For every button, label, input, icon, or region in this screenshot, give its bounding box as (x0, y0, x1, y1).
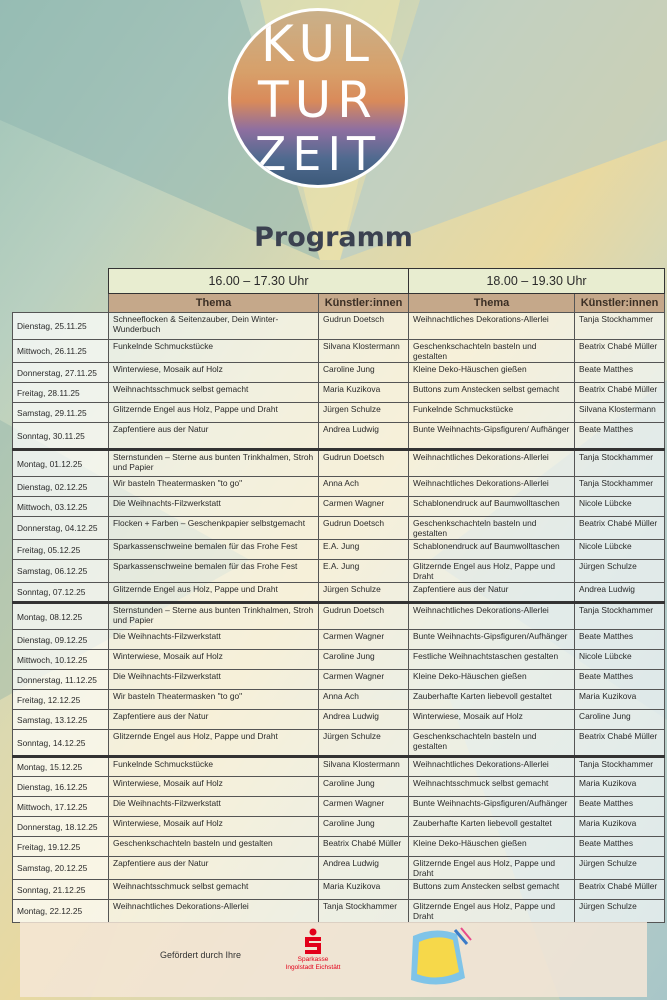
thema-early-cell: Wir basteln Theatermasken "to go" (109, 690, 319, 710)
kuenstler-early-cell: Carmen Wagner (319, 630, 409, 650)
kuenstler-late-cell: Nicole Lübcke (575, 650, 665, 670)
thema-late-cell: Glitzernde Engel aus Holz, Pappe und Draht (409, 857, 575, 880)
day-cell: Freitag, 05.12.25 (13, 540, 109, 560)
thema-early-cell: Geschenkschachteln basteln und gestalten (109, 837, 319, 857)
day-cell: Samstag, 29.11.25 (13, 403, 109, 423)
table-row (13, 900, 665, 923)
thema-late-cell: Kleine Deko-Häuschen gießen (409, 363, 575, 383)
kuenstler-early-cell: Carmen Wagner (319, 670, 409, 690)
kuenstler-early-cell: Silvana Klostermann (319, 757, 409, 777)
thema-late-cell: Zapfentiere aus der Natur (409, 583, 575, 603)
thema-late-cell: Buttons zum Anstecken selbst gemacht (409, 383, 575, 403)
day-cell: Freitag, 28.11.25 (13, 383, 109, 403)
kuenstler-early-cell: Caroline Jung (319, 817, 409, 837)
thema-early-cell: Wir basteln Theatermasken "to go" (109, 477, 319, 497)
day-cell: Dienstag, 25.11.25 (13, 313, 109, 340)
table-row (13, 403, 665, 423)
thema-late-cell: Glitzernde Engel aus Holz, Pappe und Draht (409, 560, 575, 583)
kulturzeit-logo (228, 8, 408, 188)
kuenstler-early-cell: Maria Kuzikova (319, 383, 409, 403)
day-cell: Montag, 01.12.25 (13, 450, 109, 477)
kuenstler-early-cell: E.A. Jung (319, 560, 409, 583)
day-cell: Donnerstag, 18.12.25 (13, 817, 109, 837)
slot-early-header: 16.00 – 17.30 Uhr (109, 269, 409, 294)
thema-early-cell: Zapfentiere aus der Natur (109, 857, 319, 880)
thema-late-cell: Bunte Weihnachts-Gipsfiguren/ Aufhänger (409, 423, 575, 450)
table-row (13, 313, 665, 340)
thema-late-cell: Kleine Deko-Häuschen gießen (409, 670, 575, 690)
logo-line-1: KUL (261, 15, 375, 73)
thema-early-cell: Glitzernde Engel aus Holz, Pappe und Draht (109, 730, 319, 757)
col-kuenstler-early: Künstler:innen (319, 294, 409, 313)
table-row (13, 650, 665, 670)
day-cell: Mittwoch, 26.11.25 (13, 340, 109, 363)
thema-late-cell: Bunte Weihnachts-Gipsfiguren/Aufhänger (409, 630, 575, 650)
kuenstler-an-die-schulen-logo (405, 926, 475, 990)
thema-late-cell: Weihnachtliches Dekorations-Allerlei (409, 450, 575, 477)
table-row (13, 583, 665, 603)
thema-early-cell: Weihnachtsschmuck selbst gemacht (109, 383, 319, 403)
thema-early-cell: Winterwiese, Mosaik auf Holz (109, 363, 319, 383)
kuenstler-late-cell: Caroline Jung (575, 710, 665, 730)
kuenstler-late-cell: Beate Matthes (575, 363, 665, 383)
thema-late-cell: Schablonendruck auf Baumwolltaschen (409, 497, 575, 517)
logo-line-2: TUR (258, 71, 378, 129)
kuenstler-late-cell: Tanja Stockhammer (575, 477, 665, 497)
thema-early-cell: Funkelnde Schmuckstücke (109, 757, 319, 777)
thema-late-cell: Geschenkschachteln basteln und gestalten (409, 730, 575, 757)
program-rows (13, 313, 665, 923)
thema-late-cell: Winterwiese, Mosaik auf Holz (409, 710, 575, 730)
kuenstler-early-cell: Gudrun Doetsch (319, 603, 409, 630)
table-row (13, 517, 665, 540)
kuenstler-late-cell: Beatrix Chabé Müller (575, 517, 665, 540)
day-cell: Donnerstag, 11.12.25 (13, 670, 109, 690)
table-row (13, 857, 665, 880)
kuenstler-early-cell: Jürgen Schulze (319, 730, 409, 757)
kuenstler-late-cell: Beatrix Chabé Müller (575, 340, 665, 363)
kuenstler-late-cell: Maria Kuzikova (575, 817, 665, 837)
day-cell: Montag, 08.12.25 (13, 603, 109, 630)
kuenstler-early-cell: Carmen Wagner (319, 797, 409, 817)
day-cell: Montag, 15.12.25 (13, 757, 109, 777)
program-table (12, 268, 665, 923)
thema-early-cell: Die Weihnachts-Filzwerkstatt (109, 670, 319, 690)
thema-early-cell: Sternstunden – Sterne aus bunten Trinkhalmen, Stroh und Papier (109, 450, 319, 477)
kuenstler-early-cell: Gudrun Doetsch (319, 313, 409, 340)
thema-late-cell: Schablonendruck auf Baumwolltaschen (409, 540, 575, 560)
day-cell: Sonntag, 07.12.25 (13, 583, 109, 603)
table-row (13, 383, 665, 403)
kuenstler-late-cell: Jürgen Schulze (575, 900, 665, 923)
thema-early-cell: Glitzernde Engel aus Holz, Pappe und Draht (109, 403, 319, 423)
program-table-wrap (12, 268, 664, 921)
kuenstler-late-cell: Beate Matthes (575, 630, 665, 650)
thema-early-cell: Sparkassenschweine bemalen für das Frohe Fest (109, 560, 319, 583)
day-cell: Donnerstag, 04.12.25 (13, 517, 109, 540)
day-cell: Sonntag, 14.12.25 (13, 730, 109, 757)
sparkasse-s-icon (302, 928, 324, 956)
day-cell: Freitag, 12.12.25 (13, 690, 109, 710)
table-row (13, 670, 665, 690)
kuenstler-late-cell: Nicole Lübcke (575, 540, 665, 560)
day-cell: Dienstag, 09.12.25 (13, 630, 109, 650)
slot-late-header: 18.00 – 19.30 Uhr (409, 269, 665, 294)
thema-early-cell: Sparkassenschweine bemalen für das Frohe Fest (109, 540, 319, 560)
thema-early-cell: Winterwiese, Mosaik auf Holz (109, 777, 319, 797)
table-row (13, 797, 665, 817)
col-kuenstler-late: Künstler:innen (575, 294, 665, 313)
kuenstler-early-cell: Anna Ach (319, 690, 409, 710)
thema-late-cell: Zauberhafte Karten liebevoll gestaltet (409, 690, 575, 710)
table-row (13, 560, 665, 583)
day-cell: Sonntag, 30.11.25 (13, 423, 109, 450)
thema-late-cell: Zauberhafte Karten liebevoll gestaltet (409, 817, 575, 837)
header-spacer (13, 294, 109, 313)
day-cell: Sonntag, 21.12.25 (13, 880, 109, 900)
kuenstler-late-cell: Tanja Stockhammer (575, 757, 665, 777)
kuenstler-early-cell: Tanja Stockhammer (319, 900, 409, 923)
thema-late-cell: Buttons zum Anstecken selbst gemacht (409, 880, 575, 900)
kuenstler-late-cell: Maria Kuzikova (575, 777, 665, 797)
col-thema-late: Thema (409, 294, 575, 313)
day-cell: Samstag, 20.12.25 (13, 857, 109, 880)
kuenstler-early-cell: Gudrun Doetsch (319, 517, 409, 540)
thema-late-cell: Funkelnde Schmuckstücke (409, 403, 575, 423)
table-row (13, 730, 665, 757)
thema-early-cell: Winterwiese, Mosaik auf Holz (109, 650, 319, 670)
table-row (13, 837, 665, 857)
kuenstler-early-cell: Jürgen Schulze (319, 403, 409, 423)
kuenstler-early-cell: Caroline Jung (319, 363, 409, 383)
kuenstler-early-cell: Andrea Ludwig (319, 423, 409, 450)
thema-early-cell: Zapfentiere aus der Natur (109, 710, 319, 730)
kuenstler-late-cell: Jürgen Schulze (575, 857, 665, 880)
thema-early-cell: Zapfentiere aus der Natur (109, 423, 319, 450)
table-row (13, 690, 665, 710)
table-row (13, 423, 665, 450)
thema-late-cell: Festliche Weihnachtstaschen gestalten (409, 650, 575, 670)
table-row (13, 630, 665, 650)
kuenstler-late-cell: Beatrix Chabé Müller (575, 880, 665, 900)
table-row (13, 497, 665, 517)
header-spacer (13, 269, 109, 294)
day-cell: Donnerstag, 27.11.25 (13, 363, 109, 383)
thema-late-cell: Geschenkschachteln basteln und gestalten (409, 340, 575, 363)
kuenstler-early-cell: Silvana Klostermann (319, 340, 409, 363)
day-cell: Mittwoch, 03.12.25 (13, 497, 109, 517)
sparkasse-logo (278, 928, 348, 972)
sparkasse-region: Ingolstadt Eichstätt (285, 964, 341, 971)
day-cell: Samstag, 13.12.25 (13, 710, 109, 730)
thema-late-cell: Weihnachtliches Dekorations-Allerlei (409, 313, 575, 340)
day-cell: Samstag, 06.12.25 (13, 560, 109, 583)
thema-early-cell: Flocken + Farben – Geschenkpapier selbstgemacht (109, 517, 319, 540)
kuenstler-late-cell: Jürgen Schulze (575, 560, 665, 583)
kuenstler-early-cell: Gudrun Doetsch (319, 450, 409, 477)
page-title: Programm (254, 222, 413, 253)
day-cell: Mittwoch, 17.12.25 (13, 797, 109, 817)
kuenstler-late-cell: Beate Matthes (575, 797, 665, 817)
thema-late-cell: Kleine Deko-Häuschen gießen (409, 837, 575, 857)
kuenstler-late-cell: Tanja Stockhammer (575, 450, 665, 477)
table-row (13, 340, 665, 363)
kuenstler-early-cell: Andrea Ludwig (319, 857, 409, 880)
kuenstler-late-cell: Silvana Klostermann (575, 403, 665, 423)
table-row (13, 757, 665, 777)
day-cell: Dienstag, 02.12.25 (13, 477, 109, 497)
kuenstler-late-cell: Tanja Stockhammer (575, 313, 665, 340)
thema-early-cell: Weihnachtsschmuck selbst gemacht (109, 880, 319, 900)
table-row (13, 540, 665, 560)
thema-early-cell: Schneeflocken & Seitenzauber, Dein Winter-Wunderbuch (109, 313, 319, 340)
kuenstler-late-cell: Beatrix Chabé Müller (575, 730, 665, 757)
kuenstler-late-cell: Beate Matthes (575, 837, 665, 857)
kuenstler-early-cell: Jürgen Schulze (319, 583, 409, 603)
thema-late-cell: Weihnachtliches Dekorations-Allerlei (409, 477, 575, 497)
kuenstler-early-cell: Anna Ach (319, 477, 409, 497)
table-row (13, 450, 665, 477)
sponsor-text: Gefördert durch Ihre (160, 950, 242, 960)
thema-early-cell: Winterwiese, Mosaik auf Holz (109, 817, 319, 837)
thema-late-cell: Glitzernde Engel aus Holz, Pappe und Draht (409, 900, 575, 923)
thema-late-cell: Geschenkschachteln basteln und gestalten (409, 517, 575, 540)
col-thema-early: Thema (109, 294, 319, 313)
table-row (13, 603, 665, 630)
logo-line-3: ZEIT (254, 127, 382, 181)
day-cell: Mittwoch, 10.12.25 (13, 650, 109, 670)
thema-early-cell: Glitzernde Engel aus Holz, Pappe und Draht (109, 583, 319, 603)
kuenstler-late-cell: Nicole Lübcke (575, 497, 665, 517)
thema-early-cell: Die Weihnachts-Filzwerkstatt (109, 630, 319, 650)
table-row (13, 817, 665, 837)
table-row (13, 477, 665, 497)
thema-early-cell: Weihnachtliches Dekorations-Allerlei (109, 900, 319, 923)
footer (20, 922, 647, 997)
kuenstler-late-cell: Beate Matthes (575, 670, 665, 690)
kuenstler-late-cell: Tanja Stockhammer (575, 603, 665, 630)
kuenstler-early-cell: Maria Kuzikova (319, 880, 409, 900)
table-row (13, 777, 665, 797)
day-cell: Freitag, 19.12.25 (13, 837, 109, 857)
kuenstler-early-cell: E.A. Jung (319, 540, 409, 560)
kuenstler-early-cell: Carmen Wagner (319, 497, 409, 517)
thema-late-cell: Weihnachtliches Dekorations-Allerlei (409, 603, 575, 630)
thema-early-cell: Funkelnde Schmuckstücke (109, 340, 319, 363)
sparkasse-name: Sparkasse (297, 956, 329, 963)
thema-late-cell: Bunte Weihnachts-Gipsfiguren/Aufhänger (409, 797, 575, 817)
thema-late-cell: Weihnachtsschmuck selbst gemacht (409, 777, 575, 797)
kuenstler-late-cell: Beate Matthes (575, 423, 665, 450)
table-row (13, 363, 665, 383)
kuenstler-early-cell: Caroline Jung (319, 650, 409, 670)
kuenstler-late-cell: Andrea Ludwig (575, 583, 665, 603)
thema-early-cell: Sternstunden – Sterne aus bunten Trinkhalmen, Stroh und Papier (109, 603, 319, 630)
kuenstler-late-cell: Maria Kuzikova (575, 690, 665, 710)
thema-early-cell: Die Weihnachts-Filzwerkstatt (109, 497, 319, 517)
table-row (13, 710, 665, 730)
kuenstler-early-cell: Beatrix Chabé Müller (319, 837, 409, 857)
thema-late-cell: Weihnachtliches Dekorations-Allerlei (409, 757, 575, 777)
day-cell: Montag, 22.12.25 (13, 900, 109, 923)
thema-early-cell: Die Weihnachts-Filzwerkstatt (109, 797, 319, 817)
kuenstler-early-cell: Andrea Ludwig (319, 710, 409, 730)
kuenstler-late-cell: Beatrix Chabé Müller (575, 383, 665, 403)
day-cell: Dienstag, 16.12.25 (13, 777, 109, 797)
kuenstler-early-cell: Caroline Jung (319, 777, 409, 797)
table-row (13, 880, 665, 900)
